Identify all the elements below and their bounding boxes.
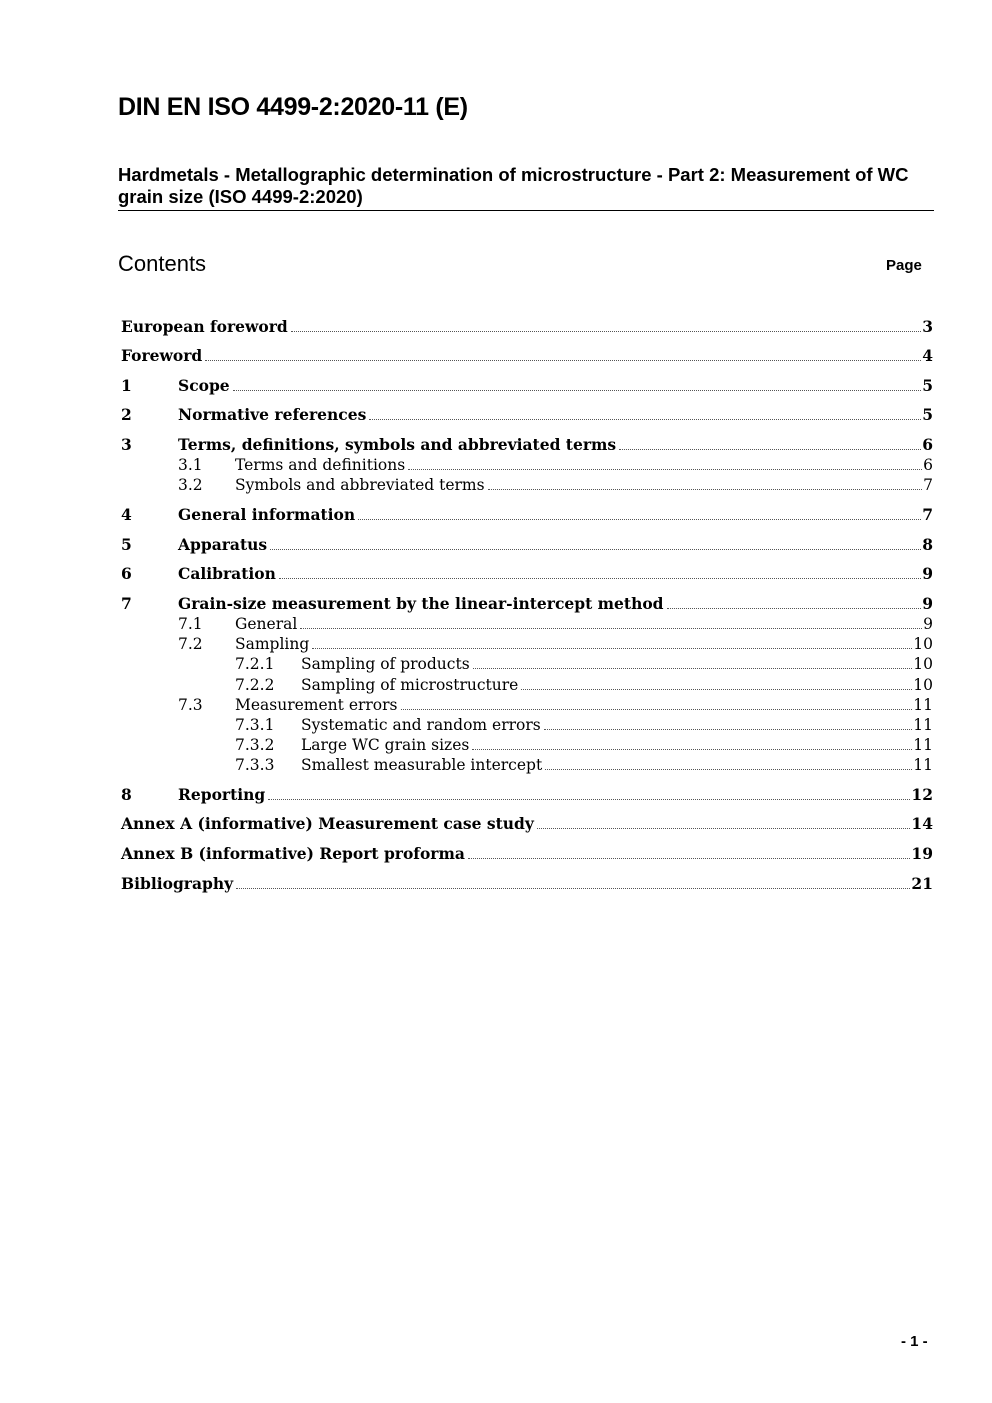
toc-subentry[interactable] bbox=[178, 634, 933, 654]
dot-leader bbox=[468, 857, 911, 859]
toc-entry-title: Bibliography bbox=[121, 874, 234, 893]
dot-leader bbox=[369, 418, 921, 420]
toc-entry-page: 9 bbox=[922, 564, 933, 583]
toc-entry-title: Scope bbox=[178, 376, 230, 395]
toc-entry-title: Normative references bbox=[178, 405, 367, 424]
toc-entry-page: 3 bbox=[922, 317, 933, 336]
toc-entry-title: General information bbox=[178, 505, 356, 524]
toc-entry-page: 8 bbox=[922, 535, 933, 554]
toc-entry-title: Terms, definitions, symbols and abbreviated terms bbox=[178, 435, 617, 454]
toc-entry-title: Foreword bbox=[121, 346, 203, 365]
toc-entry-number: 8 bbox=[121, 785, 132, 804]
toc-entry-number: 7.3.2 bbox=[235, 736, 275, 754]
toc-entry-page: 5 bbox=[922, 405, 933, 424]
toc-entry-title: Annex B (informative) Report proforma bbox=[121, 844, 465, 863]
dot-leader bbox=[472, 748, 912, 750]
dot-leader bbox=[270, 548, 921, 550]
toc-subentry[interactable] bbox=[178, 695, 933, 715]
toc-entry-title: Smallest measurable intercept bbox=[301, 756, 543, 774]
toc-entry-page: 21 bbox=[911, 874, 933, 893]
toc-entry-number: 7 bbox=[121, 594, 132, 613]
toc-entry-title: Terms and definitions bbox=[235, 456, 406, 474]
toc-entry-number: 3.2 bbox=[178, 476, 203, 494]
toc-entry-number: 6 bbox=[121, 564, 132, 583]
toc-entry-page: 11 bbox=[913, 696, 933, 714]
toc-entry-page: 6 bbox=[922, 435, 933, 454]
toc-entry[interactable] bbox=[121, 814, 933, 834]
toc-entry-title: Large WC grain sizes bbox=[301, 736, 470, 754]
toc-entry-number: 7.3.1 bbox=[235, 716, 275, 734]
toc-entry[interactable] bbox=[121, 785, 933, 805]
dot-leader bbox=[300, 627, 922, 629]
toc-entry-title: Systematic and random errors bbox=[301, 716, 541, 734]
dot-leader bbox=[521, 688, 912, 690]
toc-entry-page: 11 bbox=[913, 756, 933, 774]
document-id: DIN EN ISO 4499-2:2020-11 (E) bbox=[118, 93, 468, 121]
toc-entry[interactable] bbox=[121, 435, 933, 455]
toc-entry-title: Sampling bbox=[235, 635, 310, 653]
toc-entry[interactable] bbox=[121, 505, 933, 525]
dot-leader bbox=[545, 768, 912, 770]
dot-leader bbox=[236, 887, 910, 889]
toc-entry-title: Measurement errors bbox=[235, 696, 398, 714]
toc-subsubentry[interactable] bbox=[235, 735, 933, 755]
dot-leader bbox=[401, 708, 913, 710]
toc-entry-number: 7.3.3 bbox=[235, 756, 275, 774]
toc-entry-number: 3.1 bbox=[178, 456, 203, 474]
contents-heading: Contents bbox=[118, 251, 207, 276]
toc-entry-page: 11 bbox=[913, 716, 933, 734]
title-rule bbox=[118, 210, 934, 211]
document-subtitle: Hardmetals - Metallographic determination of microstructure - Part 2: Measurement of WC grain size (ISO 4499-2:2020) bbox=[118, 164, 909, 207]
dot-leader bbox=[312, 647, 912, 649]
dot-leader bbox=[358, 518, 921, 520]
toc-entry[interactable] bbox=[121, 535, 933, 555]
toc-subsubentry[interactable] bbox=[235, 675, 933, 695]
toc-entry-title: Sampling of microstructure bbox=[301, 676, 519, 694]
toc-entry[interactable] bbox=[121, 594, 933, 614]
toc-entry-page: 10 bbox=[913, 655, 933, 673]
toc-entry-number: 4 bbox=[121, 505, 132, 524]
dot-leader bbox=[619, 448, 921, 450]
dot-leader bbox=[667, 607, 922, 609]
toc-entry-title: General bbox=[235, 615, 298, 633]
toc-entry-page: 9 bbox=[922, 594, 933, 613]
toc-subsubentry[interactable] bbox=[235, 755, 933, 775]
toc-entry-page: 11 bbox=[913, 736, 933, 754]
toc-entry-title: Sampling of products bbox=[301, 655, 470, 673]
dot-leader bbox=[488, 488, 923, 490]
toc-entry-page: 5 bbox=[922, 376, 933, 395]
toc-subsubentry[interactable] bbox=[235, 715, 933, 735]
toc-subentry[interactable] bbox=[178, 455, 933, 475]
toc-entry-number: 7.2.1 bbox=[235, 655, 275, 673]
toc-entry-page: 14 bbox=[911, 814, 933, 833]
toc-entry-page: 10 bbox=[913, 635, 933, 653]
toc-entry-page: 19 bbox=[911, 844, 933, 863]
toc-entry-page: 4 bbox=[922, 346, 933, 365]
page-column-heading: Page bbox=[886, 257, 922, 274]
dot-leader bbox=[544, 728, 913, 730]
toc-entry-number: 7.3 bbox=[178, 696, 203, 714]
toc-entry-number: 7.2.2 bbox=[235, 676, 275, 694]
toc-subentry[interactable] bbox=[178, 475, 933, 495]
toc-entry-number: 7.1 bbox=[178, 615, 203, 633]
toc-entry[interactable] bbox=[121, 564, 933, 584]
toc-entry-title: European foreword bbox=[121, 317, 288, 336]
dot-leader bbox=[233, 389, 922, 391]
toc-entry[interactable] bbox=[121, 346, 933, 366]
toc-entry[interactable] bbox=[121, 844, 933, 864]
dot-leader bbox=[473, 667, 913, 669]
toc-subentry[interactable] bbox=[178, 614, 933, 634]
page-number: - 1 - bbox=[901, 1333, 928, 1350]
dot-leader bbox=[291, 330, 921, 332]
toc-entry-number: 7.2 bbox=[178, 635, 203, 653]
toc-entry-number: 3 bbox=[121, 435, 132, 454]
dot-leader bbox=[537, 827, 911, 829]
toc-entry-number: 5 bbox=[121, 535, 132, 554]
toc-entry[interactable] bbox=[121, 405, 933, 425]
toc-entry[interactable] bbox=[121, 874, 933, 894]
dot-leader bbox=[279, 577, 921, 579]
toc-entry-number: 1 bbox=[121, 376, 132, 395]
toc-entry-page: 6 bbox=[923, 456, 933, 474]
toc-entry-page: 10 bbox=[913, 676, 933, 694]
toc-entry-title: Annex A (informative) Measurement case study bbox=[121, 814, 534, 833]
dot-leader bbox=[268, 798, 910, 800]
toc-entry-title: Calibration bbox=[178, 564, 276, 583]
dot-leader bbox=[408, 468, 922, 470]
toc-entry-page: 12 bbox=[911, 785, 933, 804]
toc-entry-number: 2 bbox=[121, 405, 132, 424]
toc-entry[interactable] bbox=[121, 376, 933, 396]
toc-entry-page: 9 bbox=[923, 615, 933, 633]
toc-entry-page: 7 bbox=[922, 505, 933, 524]
toc-entry-title: Apparatus bbox=[178, 535, 268, 554]
toc-entry[interactable] bbox=[121, 317, 933, 337]
toc-entry-title: Reporting bbox=[178, 785, 266, 804]
toc-entry-title: Symbols and abbreviated terms bbox=[235, 476, 485, 494]
dot-leader bbox=[205, 359, 921, 361]
toc-subsubentry[interactable] bbox=[235, 654, 933, 674]
toc-entry-page: 7 bbox=[923, 476, 933, 494]
toc-entry-title: Grain-size measurement by the linear-intercept method bbox=[178, 594, 664, 613]
